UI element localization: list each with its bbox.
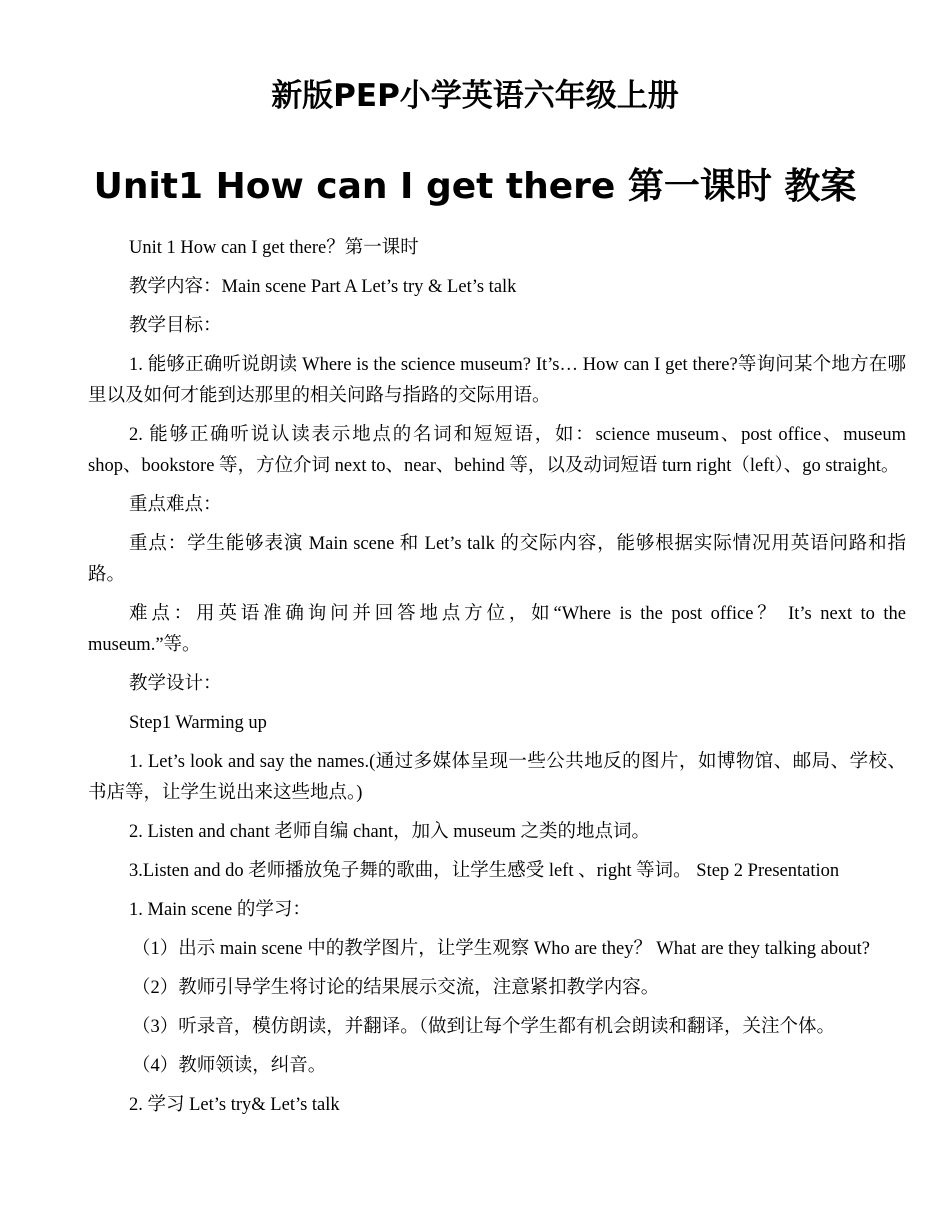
paragraph-step1-item2: 2. Listen and chant 老师自编 chant，加入 museum 之类的地点词。 bbox=[129, 822, 651, 842]
paragraph-step1-item1: 1. Let’s look and say the names.(通过多媒体呈现一些公共地反的图片，如博物馆、邮局、学校、书店等，让学生说出来这些地点。) bbox=[88, 752, 906, 803]
paragraph-teaching-content: 教学内容：Main scene Part A Let’s try & Let’s talk bbox=[129, 277, 517, 297]
paragraph-main-scene-3: （3）听录音，模仿朗读，并翻译。（做到让每个学生都有机会朗读和翻译，关注个体。 bbox=[132, 1017, 836, 1037]
document-body bbox=[88, 233, 906, 1129]
document-title: 新版PEP小学英语六年级上册 bbox=[271, 78, 679, 114]
paragraph-step1-heading: Step1 Warming up bbox=[129, 713, 267, 733]
paragraph-step1-item3: 3.Listen and do 老师播放兔子舞的歌曲，让学生感受 left 、right 等词。 Step 2 Presentation bbox=[129, 861, 840, 881]
paragraph-design-heading: 教学设计： bbox=[129, 674, 222, 694]
paragraph-lets-try-talk: 2. 学习 Let’s try& Let’s talk bbox=[129, 1095, 340, 1115]
paragraph-key-point: 重点：学生能够表演 Main scene 和 Let’s talk 的交际内容，能够根据实际情况用英语问路和指路。 bbox=[88, 534, 906, 585]
paragraph-key-points-heading: 重点难点： bbox=[129, 495, 222, 515]
paragraph-teaching-goals-heading: 教学目标： bbox=[129, 316, 222, 336]
paragraph-goal-1: 1. 能够正确听说朗读 Where is the science museum? It’s… How can I get there?等询问某个地方在哪里以及如何才能到达那里的相关问路与指路的交际用语。 bbox=[88, 355, 906, 406]
document-subtitle: Unit1 How can I get there 第一课时 教案 bbox=[93, 166, 857, 207]
paragraph-main-scene-heading: 1. Main scene 的学习： bbox=[129, 900, 311, 920]
paragraph-main-scene-4: （4）教师领读，纠音。 bbox=[132, 1056, 327, 1076]
paragraph-main-scene-1: （1）出示 main scene 中的教学图片，让学生观察 Who are they？ What are they talking about? bbox=[132, 939, 870, 959]
paragraph-unit-heading: Unit 1 How can I get there？第一课时 bbox=[129, 238, 419, 258]
paragraph-main-scene-2: （2）教师引导学生将讨论的结果展示交流，注意紧扣教学内容。 bbox=[132, 978, 660, 998]
paragraph-difficulty: 难点：用英语准确询问并回答地点方位，如“Where is the post office？ It’s next to the museum.”等。 bbox=[88, 604, 906, 655]
paragraph-goal-2: 2. 能够正确听说认读表示地点的名词和短短语，如：science museum、post office、museum shop、bookstore 等，方位介词 next to、near、behind 等，以及动词短语 turn right（left）、go straight。 bbox=[88, 425, 906, 476]
